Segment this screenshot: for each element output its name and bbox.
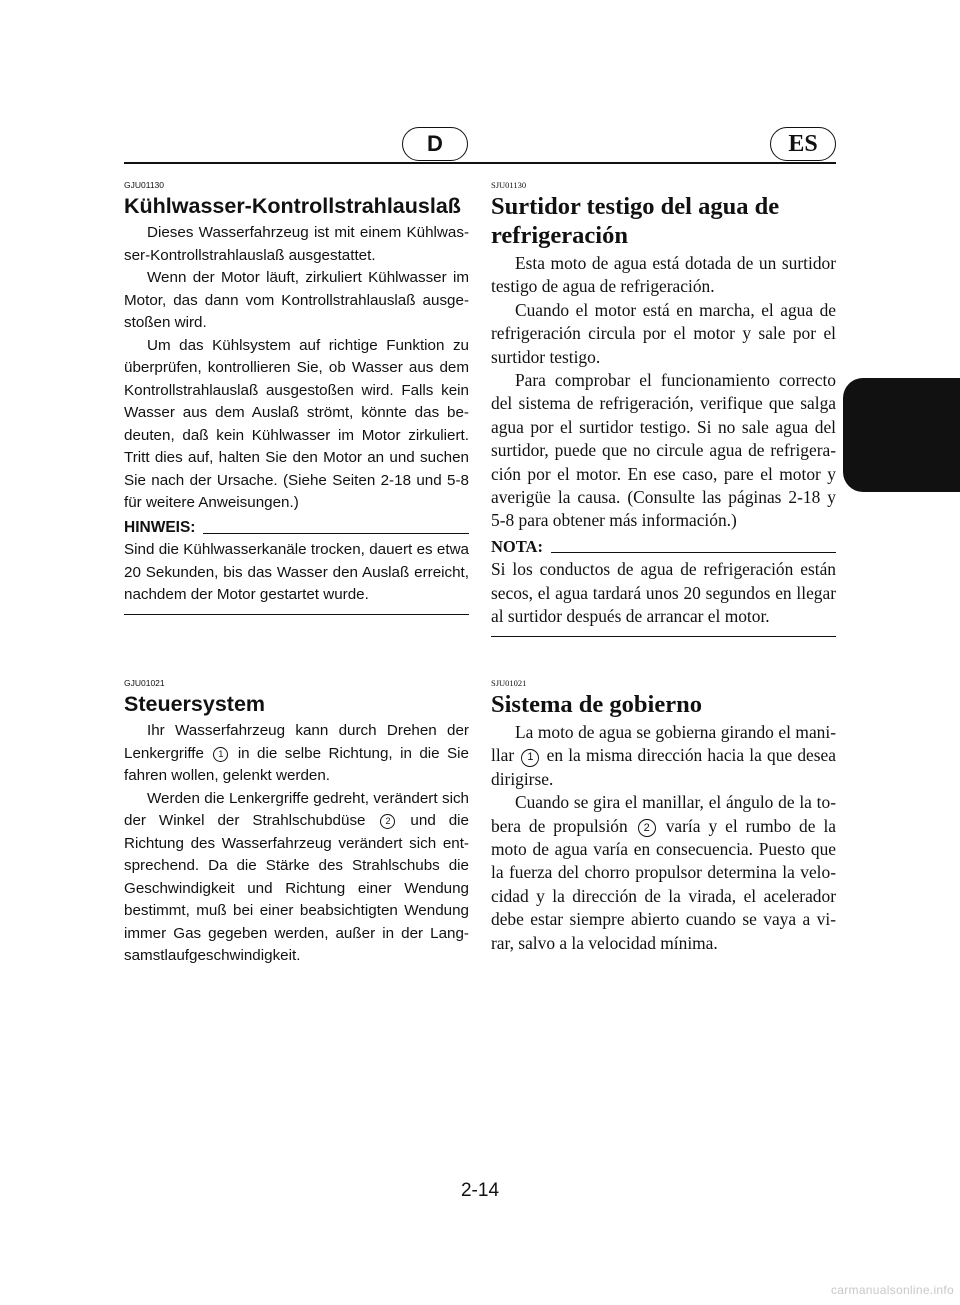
note-heading bbox=[124, 517, 469, 540]
paragraph bbox=[124, 720, 469, 788]
es-cooling-section bbox=[491, 180, 836, 637]
language-badge-german bbox=[402, 127, 468, 161]
de-cooling-section bbox=[124, 180, 469, 615]
callout-2-icon: 2 bbox=[380, 814, 395, 829]
note-heading-rule bbox=[203, 533, 469, 534]
text-run: Ihr Wasserfahrzeug kann durch Drehen der Lenkergriffe bbox=[124, 722, 469, 762]
de-steering-section bbox=[124, 678, 469, 968]
note-text: Sind die Kühlwasserkanäle trocken, dauert es etwa 20 Sekunden, bis das Wasser den Auslaß erreicht, nachdem der Motor gestartet wurde. bbox=[124, 541, 469, 603]
callout-1-icon: 1 bbox=[521, 749, 539, 767]
watermark: carmanualsonline.info bbox=[830, 1283, 954, 1297]
header-rule bbox=[124, 162, 836, 164]
text-run: Werden die Lenkergriffe gedreht, verändert sich der Winkel der Strahlschubdüse bbox=[124, 789, 469, 829]
paragraph: Um das Kühlsystem auf richtige Funktion zu überprüfen, kontrollieren Sie, ob Wasser aus dem Kontrollstrahlauslaß ausgestoßen wird. Falls kein Wasser aus dem Auslaß strömt, könnte das be-deuten, daß kein Kühlwasser im Motor zirkuliert. Tritt dies auf, halten Sie den Motor an und suchen Sie nach der Ursache. (Siehe Seiten 2-18 und 5-8 für weitere Anweisungen.) bbox=[124, 336, 469, 511]
es-steering-section bbox=[491, 678, 836, 955]
language-code-german: D bbox=[427, 131, 443, 156]
note-label: NOTA: bbox=[491, 536, 543, 556]
note-label: HINWEIS: bbox=[124, 518, 196, 536]
section-code: GJU01021 bbox=[124, 678, 165, 688]
paragraph: Esta moto de agua está dotada de un surtidor testigo de agua de refrigeración. bbox=[491, 253, 836, 297]
section-code: SJU01021 bbox=[491, 678, 527, 688]
note-text: Si los conductos de agua de refrigeración están secos, el agua tardará unos 20 segundos en llegar al surtidor después de arrancar el motor. bbox=[491, 559, 836, 627]
section-title: Steuersystem bbox=[124, 692, 266, 716]
paragraph bbox=[124, 788, 469, 968]
text-run: en la misma dirección hacia la que desea dirigirse. bbox=[491, 745, 836, 789]
text-run: varía y el rumbo de la moto de agua varía en consecuencia. Puesto que la fuerza del chorro propulsor determina la velo-cidad y la dirección de la virada, el acelerador debe estar siempre abierto cuando se vaya a vi-rar, salvo a la velocidad mínima. bbox=[491, 815, 836, 953]
section-title: Sistema de gobierno bbox=[491, 691, 702, 718]
text-run: in die selbe Richtung, in die Sie fahren wollen, gelenkt werden. bbox=[124, 744, 469, 784]
paragraph: Wenn der Motor läuft, zirkuliert Kühlwasser im Motor, das dann vom Kontrollstrahlauslaß ausge-stoßen wird. bbox=[124, 269, 469, 331]
note-end-rule bbox=[124, 614, 469, 615]
paragraph: Para comprobar el funcionamiento correcto del sistema de refrigeración, verifique que salga agua por el surtidor testigo. Si no sale agua del surtidor, puede que no circule agua de refrigera-ción por el motor. En ese caso, pare el motor y averigüe la causa. (Consulte las páginas 2-18 y 5-8 para obtener más información.) bbox=[491, 370, 836, 531]
language-code-spanish: ES bbox=[788, 130, 818, 157]
text-run: und die Richtung des Wasserfahrzeug verändert sich ent-sprechend. Da die Stärke des Strahlschubs die Geschwindigkeit und Richtung einer Wendung bestimmt, muß bei einer beabsichtigten Wendung immer Gas gegeben werden, außer in der Lang-samstlaufgeschwindigkeit. bbox=[124, 812, 469, 964]
chapter-thumb-tab bbox=[843, 378, 960, 492]
language-badge-spanish bbox=[770, 127, 836, 161]
section-code: SJU01130 bbox=[491, 180, 527, 190]
text-run: Cuando se gira el manillar, el ángulo de la to-bera de propulsión bbox=[491, 792, 836, 836]
section-title: Kühlwasser-Kontrollstrahlauslaß bbox=[124, 194, 461, 218]
section-title: Surtidor testigo del agua de refrigeración bbox=[491, 193, 780, 249]
note-heading-rule bbox=[551, 552, 836, 553]
text-run: La moto de agua se gobierna girando el mani-llar bbox=[491, 722, 836, 766]
note-heading bbox=[491, 535, 836, 558]
paragraph bbox=[491, 721, 836, 791]
paragraph bbox=[491, 791, 836, 955]
paragraph: Dieses Wasserfahrzeug ist mit einem Kühlwas-ser-Kontrollstrahlauslaß ausgestattet. bbox=[124, 224, 469, 264]
callout-2-icon: 2 bbox=[638, 819, 656, 837]
callout-1-icon: 1 bbox=[213, 747, 228, 762]
page-number: 2-14 bbox=[460, 1180, 500, 1201]
note-end-rule bbox=[491, 636, 836, 637]
section-code: GJU01130 bbox=[124, 180, 165, 190]
paragraph: Cuando el motor está en marcha, el agua de refrigeración circula por el motor y sale por el surtidor testigo. bbox=[491, 299, 836, 367]
